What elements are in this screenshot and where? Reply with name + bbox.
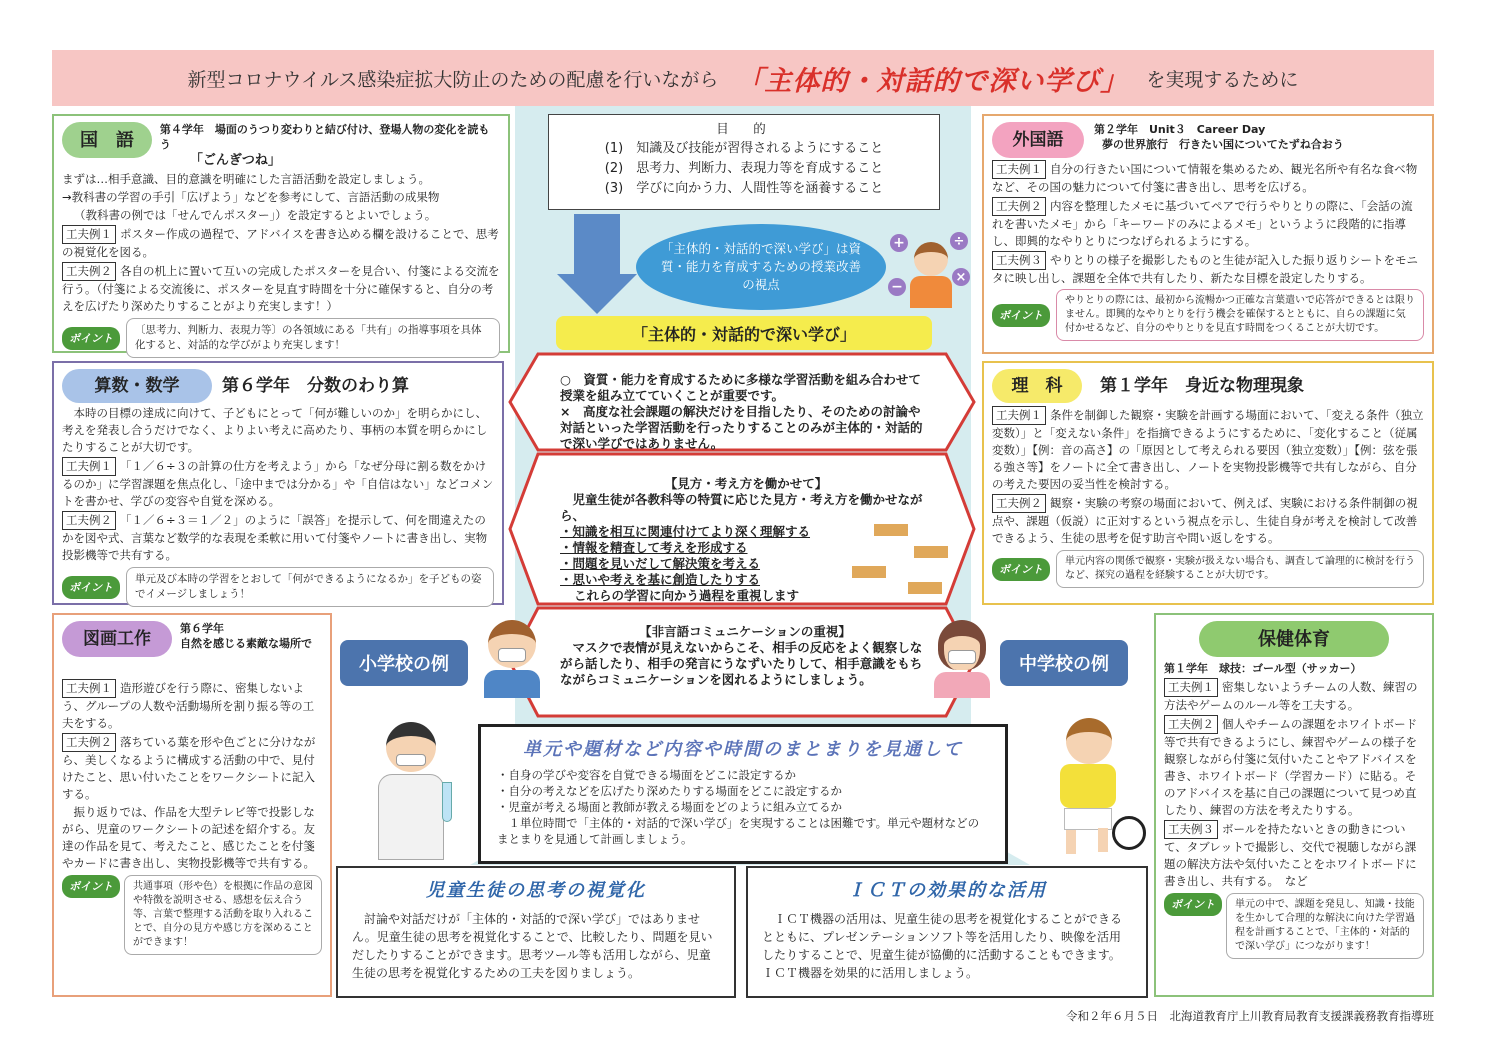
footer: 令和２年６月５日 北海道教育庁上川教育局教育支援課義務教育指導班 [1066,1009,1434,1023]
banner-tail: を実現するために [1146,68,1299,91]
gaikokugo-panel [982,114,1434,354]
viewpoint-ellipse: 「主体的・対話的で深い学び」は資質・能力を育成するための授業改善の視点 [636,224,886,310]
kokugo-ex1: ポスター作成の過程で、アドバイスを書き込める欄を設けることで、思考の視覚化を図る。 [62,227,499,259]
desk-icon [852,566,886,578]
rika-panel [982,361,1434,605]
matomari-item: ・自身の学びや変容を自覚できる場面をどこに設定するか [497,768,796,782]
hoken-ex2: 個人やチームの課題をホワイトボード等で共有できるようにし、練習やゲームの様子を観察しながら付箋に気付いたことやアドバイスを書き、ホワイトボード（学習カード）に貼る。そのアドバイスを基に自己の課題について見つめ直したり、練習の方法を考えたりする。 [1164,717,1418,817]
kid-body-icon [910,276,952,308]
gaikokugo-point-badge: ポイント [992,304,1050,327]
kokugo-point-badge: ポイント [62,327,120,350]
ict-text: ＩＣＴ機器の活用は、児童生徒の思考を視覚化することができるとともに、プレゼンテーションソフト等を活用したり、映像を活用したりすることで、児童生徒が協働的に活動することもできます。ＩＣＴ機器を効果的に活用しましょう。 [762,912,1123,980]
rika-label: 理 科 [992,369,1082,403]
sansu-title: 第６学年 分数のわり算 [222,375,409,396]
hex2-intro: 児童生徒が各教科等の特質に応じた見方・考え方を働かせながら、 [560,492,923,523]
ict-title: ＩＣＴの効果的な活用 [847,880,1047,901]
hoken-ex3-tag: 工夫例３ [1164,820,1218,839]
classroom-illustration [848,516,958,600]
rika-ex1-tag: 工夫例１ [992,406,1046,425]
desk-icon [914,546,948,558]
hex2-outro: これらの学習に向かう過程を重視します [574,588,800,603]
kid-head-icon [914,242,948,276]
zuga-ex1-tag: 工夫例１ [62,679,116,698]
hoken-ex1: 密集しないようチームの人数、練習の方法やゲームのルール等を工夫する。 [1164,680,1418,712]
rika-ex2: 観察・実験の考察の場面において、例えば、実験における条件制御の視点や、課題（仮説）に正対するという視点を示し、生徒自身が考えを検討して改善できるよう、生徒の思考を促す助言や問い返しをする。 [992,496,1418,545]
title-banner [52,50,1434,106]
zuga-label: 図画工作 [62,621,172,657]
rika-point: 単元内容の関係で観察・実験が扱えない場合も、調査して論理的に検討を行うなど、探究の過程を経験することが大切です。 [1056,550,1424,588]
desk-icon [908,582,942,594]
purpose-item: (3) 学びに向かう力、人間性等を涵養すること [604,181,884,196]
sansu-panel [52,361,504,605]
hoken-point-badge: ポイント [1164,893,1222,916]
zuga-point-badge: ポイント [62,875,120,898]
down-arrow-head-icon [557,274,637,314]
rika-title: 第１学年 身近な物理現象 [1100,375,1304,396]
sansu-p1: 本時の目標の達成に向けて、子どもにとって「何が難しいのか」を明らかにし、考えを発表し合うだけでなく、よりよい考えに高めたり、事柄の本質を明らかにしたりすることが大切です。 [62,406,488,454]
matomari-text: １単位時間で「主体的・対話的で深い学び」を実現することは困難です。単元や題材などのまとまりを見通して計画しましょう。 [497,816,980,846]
rika-ex2-tag: 工夫例２ [992,494,1046,513]
hex1-line1: ○ 資質・能力を育成するために多様な学習活動を組み合わせて授業を組み立てていくことが重要です。 [560,372,921,403]
hex3-text: マスクで表情が見えないからこそ、相手の反応をよく観察しながら話したり、相手の発言にうなずいたりして、相手意識をもちながらコミュニケーションを図れるようにしましょう。 [560,640,923,687]
hex2-title: 【見方・考え方を働かせて】 [664,476,828,491]
hex2-item: ・問題を見いだして解決策を考える [560,556,761,571]
matomari-title: 単元や題材など内容や時間のまとまりを見通して [523,739,963,760]
gaikokugo-work: 夢の世界旅行 行きたい国についてたずね合おう [1102,138,1344,151]
kokugo-point: 〔思考力、判断力、表現力等〕の各領域にある「共有」の指導事項を具体化すると、対話的な学びがより充実します！ [126,318,500,358]
gaikokugo-point: やりとりの際には、最初から流暢かつ正確な言葉遣いで応答ができるとは限りません。即興的なやりとりを行う機会を確保するとともに、自らの課題に気付かせるなど、自分のやりとりを見直す時間をつくることが大切です。 [1056,289,1424,341]
hoken-ex1-tag: 工夫例１ [1164,678,1218,697]
hex1-content [560,372,930,452]
kokugo-p2: →教科書の学習の手引「広げよう」などを参考にして、言語活動の成果物 [62,190,440,204]
sansu-label: 算数・数学 [62,369,212,403]
rika-point-badge: ポイント [992,558,1050,581]
junior-student-icon [930,620,994,698]
hoken-point: 単元の中で、課題を発見し、知識・技能を生かして合理的な解決に向けた学習過程を計画することで、「主体的・対話的で深い学び」につながります！ [1226,893,1424,959]
rika-ex1: 条件を制御した観察・実験を計画する場面において、「変える条件（独立変数）」と「変えない条件」を指摘できるようにするために、「変化すること（従属変数）」【例：音の高さ】の「原因として考えられる要因（独立変数）」【例：弦を張る強さ等】をノートに全て書き出し、ノートを実物投影機等で共有しながら、自分の考えた要因の妥当性を検討する。 [992,408,1424,491]
hex3-title: 【非言語コミュニケーションの重視】 [639,624,851,639]
sansu-ex1: 「１／６÷３の計算の仕方を考えよう」から「なぜ分母に割る数をかけるのか」に学習課題を焦点化し、「途中までは分かる」や「自信はない」などコメントを書かせ、学びの変容や自覚を深める。 [62,459,494,508]
sansu-ex2: 「１／６÷３＝１／２」のように「誤答」を提示して、何を間違えたのかを図や式、言葉など数学的な表現を柔軟に用いて付箋やノートに書き出し、実物投影機等で共有する。 [62,513,488,562]
matomari-box [478,724,1008,864]
matomari-item: ・児童が考える場面と教師が教える場面をどのように組み立てるか [497,800,842,814]
hex2-item: ・思いや考えを基に創造したりする [560,572,761,587]
gaikokugo-ex2-tag: 工夫例２ [992,197,1046,216]
zuga-work: 自然を感じる素敵な場所で [180,637,312,650]
sansu-point-badge: ポイント [62,576,120,599]
zuga-p3: 振り返りでは、作品を大型テレビ等で投影しながら、児童のワークシートの記述を紹介する。友達の作品を見て、考えたこと、感じたことを付箋やカードに書き出し、実物投影機等で共有する。 [62,805,315,870]
purpose-title: 目 的 [716,121,772,136]
gaikokugo-ex3-tag: 工夫例３ [992,251,1046,270]
yellow-band: 「主体的・対話的で深い学び」 [556,316,932,350]
hoken-label: 保健体育 [1199,621,1389,657]
zuga-ex1: 造形遊びを行う際に、密集しないよう、グループの人数や活動場所を割り振る等の工夫をする。 [62,681,315,730]
hoken-ex3: ボールを持たないときの動きについて、タブレットで撮影し、交代で視聴しながら課題の解決方法や気付いたことをホワイトボードに書き出し、共有する。 など [1164,822,1417,888]
shikaku-title: 児童生徒の思考の視覚化 [426,880,646,901]
kokugo-p1: まずは…相手意識、目的意識を明確にした言語活動を設定しましょう。 [62,172,430,186]
hex3-content [560,624,930,688]
hoken-ex2-tag: 工夫例２ [1164,715,1218,734]
hex1-line2: × 高度な社会課題の解決だけを目指したり、そのための討論や対話といった学習活動を行ったりすることのみが主体的・対話的で深い学びではありません。 [560,404,923,451]
desk-icon [874,524,908,536]
kokugo-p3: （教科書の例では「せんでんポスター」）を設定するとよいでしょう。 [74,208,437,222]
kokugo-work: 「ごんぎつね」 [189,153,281,168]
zuga-grade: 第６学年 [180,622,224,635]
minus-icon: − [888,278,906,296]
hex2-item: ・知識を相互に関連付けてより深く理解する [560,524,811,539]
kokugo-label: 国 語 [62,122,152,158]
kokugo-ex2-tag: 工夫例２ [62,262,116,281]
times-icon: × [952,268,970,286]
gaikokugo-ex1: 自分の行きたい国について情報を集めるため、観光名所や有名な食べ物など、その国の魅力について付箋に書き出し、思考を広げる。 [992,162,1418,194]
sansu-point: 単元及び本時の学習をとおして「何ができるようになるか」を子どもの姿でイメージしましょう！ [126,567,494,607]
kokugo-ex1-tag: 工夫例１ [62,225,116,244]
sansu-ex2-tag: 工夫例２ [62,511,116,530]
matomari-item: ・自分の考えなどを広げたり深めたりする場面をどこに設定するか [497,784,842,798]
purpose-item: (1) 知識及び技能が習得されるようにすること [604,141,884,156]
divide-icon: ÷ [950,232,968,250]
gaikokugo-label: 外国語 [992,122,1084,158]
purpose-item: (2) 思考力、判断力、表現力等を育成すること [604,161,884,176]
soccer-player-illustration [1030,712,1150,858]
kokugo-ex2: 各自の机上に置いて互いの完成したポスターを見合い、付箋による交流を行う。（付箋による交流後に、ポスターを見直す時間を十分に確保すると、自分の考えを広げたり深めたりすることがより充実します！） [62,264,500,313]
scientist-illustration [370,722,460,862]
hex2-item: ・情報を精査して考えを形成する [560,540,748,555]
gaikokugo-ex1-tag: 工夫例１ [992,160,1046,179]
soccer-ball-icon [1112,816,1146,850]
elementary-label: 小学校の例 [340,640,468,686]
gaikokugo-grade: 第２学年 Unit３ Career Day [1094,123,1266,136]
banner-highlight: 「主体的・対話的で深い学び」 [736,65,1129,97]
kokugo-grade: 第４学年 場面のうつり変わりと結び付け、登場人物の変化を読もう [159,123,490,151]
zuga-ex2-tag: 工夫例２ [62,733,116,752]
shikaku-box [336,866,736,998]
kokugo-panel [52,114,510,353]
gaikokugo-ex3: やりとりの様子を撮影したものと生徒が記入した振り返りシートをモニタに映し出し、課題を全体で共有したり、新たな目標を設定したりする。 [992,253,1418,285]
elementary-kid-icon [480,620,544,698]
shikaku-text: 討論や対話だけが「主体的・対話的で深い学び」ではありません。児童生徒の思考を視覚化することで、比較したり、問題を見いだしたりすることができます。思考ツール等も活用しながら、児童生徒の思考を視覚化するための工夫を図りましょう。 [352,912,713,980]
junior-label: 中学校の例 [1000,640,1128,686]
hoken-title: 第１学年 球技：ゴール型（サッカー） [1164,662,1362,675]
down-arrow-icon [574,214,620,276]
ict-box [746,866,1148,998]
purpose-box [548,114,940,210]
plus-icon: + [890,234,908,252]
banner-lead: 新型コロナウイルス感染症拡大防止のための配慮を行いながら [187,68,719,91]
math-kid-illustration [888,228,972,314]
zuga-panel [52,613,332,997]
gaikokugo-ex2: 内容を整理したメモに基づいてペアで行うやりとりの際に、「会話の流れを書いたメモ」から「キーワードのみによるメモ」というように段階的に指導し、即興的なやりとりにつなげられるようにする。 [992,199,1413,248]
zuga-point: 共通事項（形や色）を根拠に作品の意図や特徴を説明させる、感想を伝え合う等、言葉で整理する活動を取り入れることで、自分の見方や感じ方を深めることができます！ [124,875,322,955]
sansu-ex1-tag: 工夫例１ [62,457,116,476]
zuga-ex2: 落ちている葉を形や色ごとに分けながら、美しくなるように構成する活動の中で、見付けたこと、思い付いたことをワークシートに記入する。 [62,735,316,801]
hoken-panel [1154,613,1434,997]
